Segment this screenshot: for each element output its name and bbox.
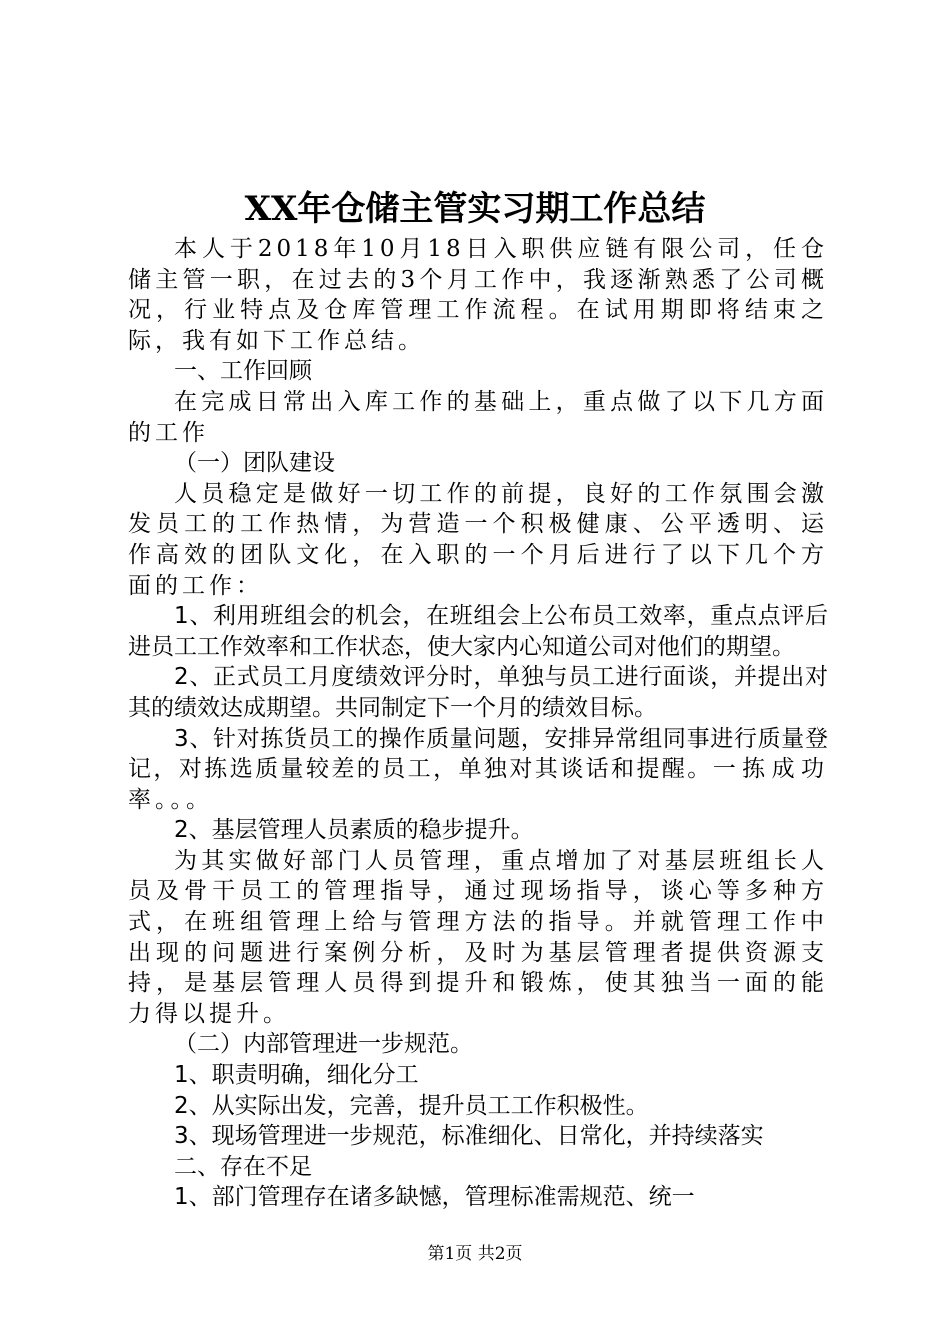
team-item-2-text: 2、正式员工月度绩效评分时，单独与员工进行面谈，并提出对其的绩效达成期望。 xyxy=(128,664,828,721)
internal-item-2: 2、从实际出发，完善，提升员工工作积极性。 xyxy=(174,1092,649,1119)
section-heading-review: 一、工作回顾 xyxy=(174,358,312,385)
internal-item-1: 1、职责明确，细化分工 xyxy=(174,1062,419,1089)
team-item-3 xyxy=(128,724,828,816)
document-title: XX年仓储主管实习期工作总结 xyxy=(244,189,706,229)
subsection-heading-team: （一）团队建设 xyxy=(174,450,335,477)
team-item-2 xyxy=(128,662,828,723)
team-item-1: 1、利用班组会的机会，在班组会上公布员工效率，重点点评后进员工工作效率和工作状态，使大家内心知道公司对他们的期望。 xyxy=(128,603,828,660)
management-paragraph: 为其实做好部门人员管理，重点增加了对基层班组长人员及骨干员工的管理指导，通过现场指导，谈心等多种方式，在班组管理上给与管理方法的指导。并就管理工作中出现的问题进行案例分析，及时为基层管理者提供资源支持，是基层管理人员得到提升和锻炼，使其独当一面的能力得以提升。 xyxy=(128,847,828,1027)
internal-item-3: 3、现场管理进一步规范，标准细化、日常化，并持续落实 xyxy=(174,1123,764,1150)
team-item-3-text: 3、针对拣货员工的操作质量问题，安排异常组同事进行质量登记，对拣选质量较差的员工，单独对其谈话和提醒。 xyxy=(128,725,828,783)
document-body xyxy=(128,234,828,1213)
section-heading-shortcomings: 二、存在不足 xyxy=(174,1153,312,1180)
team-item-4-heading: 2、基层管理人员素质的稳步提升。 xyxy=(174,817,534,844)
intro-paragraph: 本人于2018年10月18日入职供应链有限公司，任仓储主管一职，在过去的3个月工作中，我逐渐熟悉了公司概况，行业特点及仓库管理工作流程。在试用期即将结束之际，我有如下工作总结。 xyxy=(128,236,828,354)
review-paragraph: 在完成日常出入库工作的基础上，重点做了以下几方面的工作 xyxy=(128,388,828,446)
team-item-3-rate: 一拣成功率。。。 xyxy=(128,756,829,813)
page-indicator: 第1页 共2页 xyxy=(427,1244,523,1264)
team-paragraph: 人员稳定是做好一切工作的前提，良好的工作氛围会激发员工的工作热情，为营造一个积极健康、公平透明、运作高效的团队文化，在入职的一个月后进行了以下几个方面的工作： xyxy=(128,480,828,599)
subsection-heading-internal: （二）内部管理进一步规范。 xyxy=(174,1031,473,1058)
shortcoming-item-1: 1、部门管理存在诸多缺憾，管理标准需规范、统一 xyxy=(174,1184,695,1211)
team-item-2-goal: 共同制定下一个月的绩效目标。 xyxy=(335,694,657,721)
